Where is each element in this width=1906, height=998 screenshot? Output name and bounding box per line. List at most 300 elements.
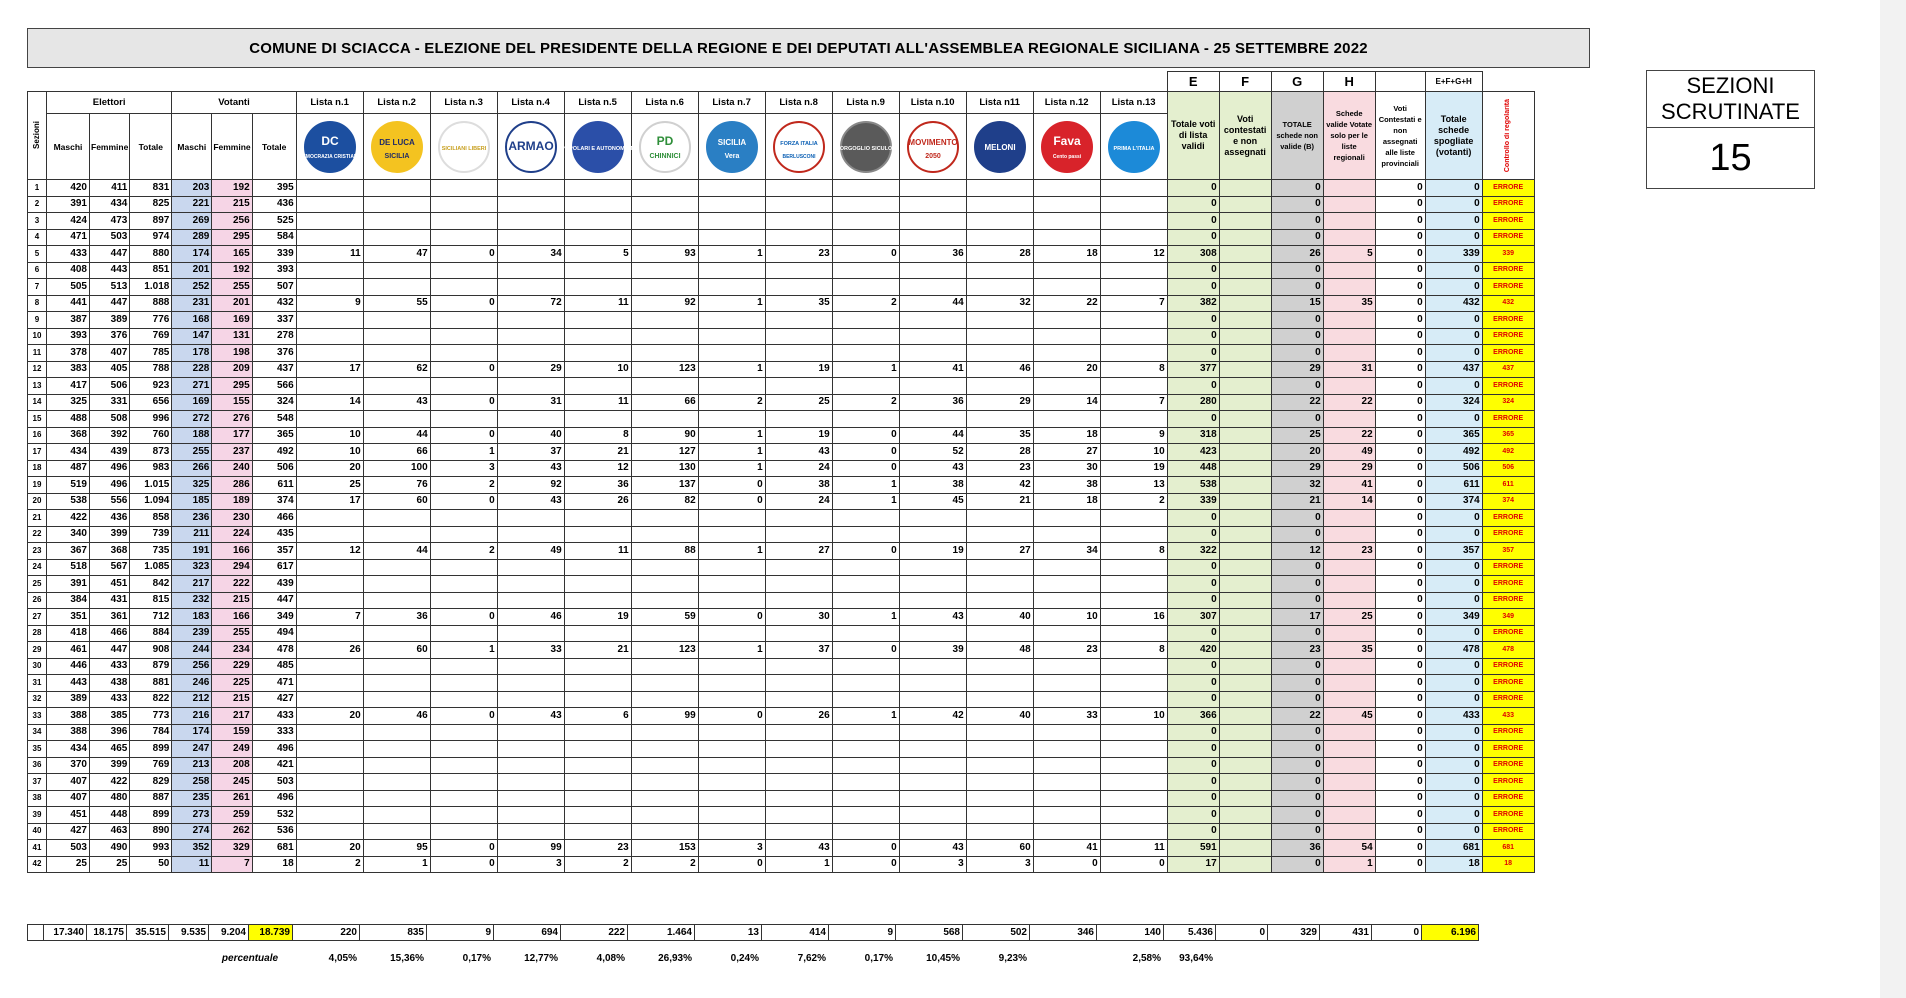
lista-votes: 10 [296,427,363,444]
col-sum-value: 0 [1425,576,1482,593]
lista-votes [1100,741,1167,758]
lista-votes: 0 [430,708,497,725]
col-g-value: 0 [1271,180,1323,197]
col-contestati-value: 0 [1375,180,1425,197]
lista-votes [430,592,497,609]
col-g-value: 0 [1271,724,1323,741]
lista-votes [430,526,497,543]
lista-votes [631,262,698,279]
sezione-number: 20 [28,493,47,510]
lista-votes [1100,823,1167,840]
lista-votes [497,180,564,197]
votanti-maschi: 269 [172,213,212,230]
lista-votes: 21 [564,444,631,461]
votanti-femmine: 131 [212,328,252,345]
lista-votes [430,823,497,840]
votanti-totale: 584 [252,229,296,246]
lista-votes [296,774,363,791]
svg-text:SICILIA: SICILIA [384,152,410,160]
lista-votes [631,691,698,708]
lista-votes: 2 [631,856,698,873]
col-f-value [1219,642,1271,659]
lista-header: Lista n.2 [363,92,430,114]
svg-text:PD: PD [656,133,673,148]
elettori-femmine: 463 [90,823,130,840]
lista-votes [497,741,564,758]
lista-votes: 44 [899,427,966,444]
sezione-number: 17 [28,444,47,461]
col-f-value [1219,510,1271,527]
lista-votes: 0 [430,394,497,411]
lista-votes [631,559,698,576]
col-e-value: 0 [1167,262,1219,279]
lista-votes: 7 [296,609,363,626]
lista-votes [698,790,765,807]
col-contestati-value: 0 [1375,213,1425,230]
lista-votes [497,279,564,296]
lista-votes: 127 [631,444,698,461]
lista-votes: 36 [899,246,966,263]
lista-votes: 1 [698,460,765,477]
col-e-value: 318 [1167,427,1219,444]
sezione-number: 24 [28,559,47,576]
controllo-value: ERRORE [1482,823,1534,840]
lista-votes [966,229,1033,246]
svg-text:SICILIA: SICILIA [717,137,746,147]
col-sum-value: 492 [1425,444,1482,461]
lista-votes [1033,774,1100,791]
col-sum-value: 0 [1425,724,1482,741]
lista-votes [430,229,497,246]
lista-votes: 3 [698,840,765,857]
col-sum-value: 0 [1425,823,1482,840]
lista-votes [765,675,832,692]
elettori-femmine: 567 [90,559,130,576]
col-sum-value: 0 [1425,625,1482,642]
elettori-totale: 908 [130,642,172,659]
votanti-maschi: 255 [172,444,212,461]
col-g-value: 0 [1271,328,1323,345]
col-h-value [1323,741,1375,758]
lista-votes [430,510,497,527]
elettori-totale: 873 [130,444,172,461]
lista-votes [899,526,966,543]
col-sum-value: 0 [1425,790,1482,807]
votanti-maschi: 236 [172,510,212,527]
lista-votes [430,691,497,708]
percentuale-lista: 4,08% [596,952,625,964]
lista-votes [430,559,497,576]
col-e-value: 0 [1167,757,1219,774]
lista-votes [631,576,698,593]
lista-logo-cell [497,114,564,180]
sezioni-scrutinate-value: 15 [1709,136,1752,179]
col-e-value: 0 [1167,213,1219,230]
lista-logo-cell [296,114,363,180]
lista-votes [363,559,430,576]
lista-votes [296,741,363,758]
col-h-value: 45 [1323,708,1375,725]
lista-votes [564,724,631,741]
votanti-femmine: 215 [212,196,252,213]
controllo-value: ERRORE [1482,741,1534,758]
lista-votes: 43 [497,460,564,477]
elettori-totale: 983 [130,460,172,477]
table-row [28,526,1535,543]
percentage-table [27,950,1215,966]
lista-votes [497,675,564,692]
col-f-value [1219,279,1271,296]
lista-votes: 1 [832,708,899,725]
elettori-femmine: 399 [90,526,130,543]
lista-votes: 37 [765,642,832,659]
lista-votes [296,213,363,230]
lista-votes: 37 [497,444,564,461]
table-row [28,675,1535,692]
votanti-totale: 507 [252,279,296,296]
col-h-value [1323,675,1375,692]
lista-votes [430,345,497,362]
lista-votes [1033,807,1100,824]
lista-votes [497,790,564,807]
col-contestati-value: 0 [1375,708,1425,725]
total-h: 431 [1320,925,1372,941]
elettori-maschi: 408 [47,262,90,279]
percentuale-lista: 12,77% [524,952,558,964]
lista-votes: 76 [363,477,430,494]
lista-votes [832,675,899,692]
lista-votes [832,576,899,593]
lista-votes [564,526,631,543]
elettori-maschi: 370 [47,757,90,774]
col-h-value: 22 [1323,394,1375,411]
sezione-number: 37 [28,774,47,791]
col-g-value: 0 [1271,213,1323,230]
lista-votes [631,592,698,609]
votanti-femmine: 177 [212,427,252,444]
lista-votes [564,774,631,791]
col-h-value [1323,576,1375,593]
lista-votes [1100,592,1167,609]
fava-cento-passi-logo [1040,120,1094,174]
lista-votes: 95 [363,840,430,857]
lista-votes [1033,229,1100,246]
col-contestati-value: 0 [1375,196,1425,213]
col-h-value [1323,592,1375,609]
votanti-maschi: 272 [172,411,212,428]
lista-votes [363,312,430,329]
lista-votes [899,741,966,758]
lista-votes: 2 [832,295,899,312]
lista-votes [698,741,765,758]
col-contestati-value: 0 [1375,609,1425,626]
total-lista: 9 [427,925,494,941]
percentuale-lista: 10,45% [926,952,960,964]
elettori-maschi: 427 [47,823,90,840]
lista-votes [765,625,832,642]
col-g-value: 15 [1271,295,1323,312]
lista-votes [1033,262,1100,279]
col-contestati-value: 0 [1375,345,1425,362]
percentuale-lista: 0,17% [462,952,491,964]
elettori-maschi: 368 [47,427,90,444]
lista-votes [1100,807,1167,824]
lista-votes: 10 [1100,708,1167,725]
lista-votes: 0 [832,460,899,477]
col-h-value [1323,328,1375,345]
controllo-value: 349 [1482,609,1534,626]
col-f-value [1219,757,1271,774]
col-contestati-value: 0 [1375,576,1425,593]
lista-votes: 2 [1100,493,1167,510]
lista-votes [832,229,899,246]
votanti-femmine: 224 [212,526,252,543]
lista-votes [363,229,430,246]
lista-votes: 0 [430,246,497,263]
lista-votes: 1 [832,493,899,510]
col-g-value: 29 [1271,460,1323,477]
col-g-value: 0 [1271,196,1323,213]
lista-votes: 20 [296,840,363,857]
col-f-value [1219,576,1271,593]
lista-votes [497,411,564,428]
votanti-totale: 466 [252,510,296,527]
col-e-value: 377 [1167,361,1219,378]
col-f-value [1219,856,1271,873]
col-g-value: 0 [1271,262,1323,279]
elettori-totale: 822 [130,691,172,708]
lista-votes: 47 [363,246,430,263]
col-contestati-value: 0 [1375,411,1425,428]
elettori-femmine: 436 [90,510,130,527]
elettori-femmine: 473 [90,213,130,230]
votanti-femmine: 159 [212,724,252,741]
lista-votes: 25 [296,477,363,494]
percentuale-lista: 9,23% [998,952,1027,964]
col-e-value: 0 [1167,576,1219,593]
elettori-header: Elettori [47,92,172,114]
lista-votes [899,658,966,675]
col-sum-value: 374 [1425,493,1482,510]
col-g-value: 32 [1271,477,1323,494]
col-h-value [1323,378,1375,395]
lista-votes: 8 [564,427,631,444]
total-lista: 835 [360,925,427,941]
votanti-maschi: 273 [172,807,212,824]
col-h-value: 49 [1323,444,1375,461]
lista-votes: 59 [631,609,698,626]
lista-votes [765,229,832,246]
votanti-totale: 525 [252,213,296,230]
elettori-totale: 996 [130,411,172,428]
lista-votes: 0 [1100,856,1167,873]
total-sum: 6.196 [1422,925,1479,941]
lista-votes: 88 [631,543,698,560]
lista-votes: 11 [564,295,631,312]
votanti-maschi-header: Maschi [172,114,212,180]
elettori-femmine: 480 [90,790,130,807]
percentuale-lista [1029,950,1096,966]
col-f-value [1219,559,1271,576]
lista-votes [832,774,899,791]
col-e-value: 0 [1167,229,1219,246]
sezione-number: 39 [28,807,47,824]
votanti-maschi: 216 [172,708,212,725]
col-g-value: 0 [1271,675,1323,692]
lista-votes: 31 [497,394,564,411]
elettori-maschi: 351 [47,609,90,626]
percentuale-lista: 26,93% [658,952,692,964]
elettori-totale: 974 [130,229,172,246]
lista-votes [631,675,698,692]
table-row [28,213,1535,230]
lista-votes: 99 [497,840,564,857]
col-contestati-value: 0 [1375,790,1425,807]
elettori-maschi: 387 [47,312,90,329]
elettori-maschi: 471 [47,229,90,246]
column-letter-sum: E+F+G+H [1425,72,1482,92]
table-row [28,180,1535,197]
controllo-value: 365 [1482,427,1534,444]
votanti-maschi: 201 [172,262,212,279]
col-h-value: 41 [1323,477,1375,494]
lista-votes: 3 [899,856,966,873]
elettori-maschi: 433 [47,246,90,263]
votanti-totale: 427 [252,691,296,708]
lista-votes [631,229,698,246]
lista-votes [296,625,363,642]
lista-votes [1033,741,1100,758]
lista-votes [1100,559,1167,576]
lista-votes [631,807,698,824]
lista-votes: 24 [765,460,832,477]
lista-votes [1033,592,1100,609]
col-g-value: 0 [1271,807,1323,824]
lista-votes [564,807,631,824]
controllo-value: ERRORE [1482,378,1534,395]
sezione-number: 1 [28,180,47,197]
table-row [28,543,1535,560]
col-contestati-value: 0 [1375,262,1425,279]
elettori-maschi: 388 [47,724,90,741]
col-sum-value: 0 [1425,526,1482,543]
elettori-maschi: 441 [47,295,90,312]
lista-votes: 12 [564,460,631,477]
lista-votes [497,658,564,675]
col-e-value: 0 [1167,559,1219,576]
lista-votes [296,180,363,197]
lista-votes [832,724,899,741]
col-contestati-value: 0 [1375,658,1425,675]
perc-blank [126,950,168,966]
votanti-totale: 18 [252,856,296,873]
col-f-value [1219,328,1271,345]
lista-votes [966,691,1033,708]
elettori-femmine: 443 [90,262,130,279]
elettori-femmine: 331 [90,394,130,411]
lista-header: Lista n.12 [1033,92,1100,114]
lista-votes [564,180,631,197]
col-e-value: 0 [1167,774,1219,791]
votanti-header: Votanti [172,92,296,114]
lista-votes [899,790,966,807]
col-g-value: 0 [1271,856,1323,873]
lista-votes [966,757,1033,774]
lista-votes [430,312,497,329]
lista-votes [497,823,564,840]
lista-votes [765,312,832,329]
votanti-maschi: 211 [172,526,212,543]
col-h-value: 23 [1323,543,1375,560]
lista-votes: 2 [698,394,765,411]
votanti-femmine: 192 [212,262,252,279]
lista-logo-cell [832,114,899,180]
votanti-maschi: 232 [172,592,212,609]
svg-text:Cento passi: Cento passi [1052,153,1081,160]
col-e-value: 591 [1167,840,1219,857]
col-f-value [1219,493,1271,510]
col-sum-value: 0 [1425,675,1482,692]
lista-votes [363,757,430,774]
fratelli-italia-meloni-logo [973,120,1027,174]
movimento-2050-logo [906,120,960,174]
col-contestati-value: 0 [1375,361,1425,378]
lista-votes [899,823,966,840]
lista-votes [564,262,631,279]
lista-votes [832,559,899,576]
col-f-value [1219,625,1271,642]
elettori-maschi: 367 [47,543,90,560]
votanti-maschi: 247 [172,741,212,758]
lista-votes [966,823,1033,840]
elettori-femmine: 385 [90,708,130,725]
lista-votes: 60 [363,642,430,659]
lista-votes: 9 [296,295,363,312]
lista-votes [899,229,966,246]
lista-votes: 23 [966,460,1033,477]
votanti-maschi: 203 [172,180,212,197]
col-sum-value: 324 [1425,394,1482,411]
lista-votes: 1 [698,361,765,378]
votanti-maschi: 323 [172,559,212,576]
lista-votes [966,328,1033,345]
col-e-value: 0 [1167,196,1219,213]
elettori-maschi: 384 [47,592,90,609]
lista-votes [631,411,698,428]
lista-votes [899,757,966,774]
lista-votes [698,229,765,246]
lista-votes [765,790,832,807]
elettori-femmine: 411 [90,180,130,197]
lista-votes: 66 [631,394,698,411]
votanti-totale: 393 [252,262,296,279]
table-row [28,576,1535,593]
controllo-value: ERRORE [1482,774,1534,791]
document-title: COMUNE DI SCIACCA - ELEZIONE DEL PRESIDENTE DELLA REGIONE E DEI DEPUTATI ALL'ASSEMBLEA REGIONALE SICILIANA - 25 SETTEMBRE 2022 [27,28,1590,68]
lista-votes [497,559,564,576]
results-table [27,71,1535,873]
col-sum-value: 0 [1425,378,1482,395]
elettori-totale: 842 [130,576,172,593]
sezione-number: 7 [28,279,47,296]
elettori-femmine: 399 [90,757,130,774]
lista-votes [363,675,430,692]
col-h-value [1323,658,1375,675]
col-h-value [1323,345,1375,362]
col-e-value: 0 [1167,510,1219,527]
lista-votes [698,658,765,675]
lista-votes: 43 [497,493,564,510]
